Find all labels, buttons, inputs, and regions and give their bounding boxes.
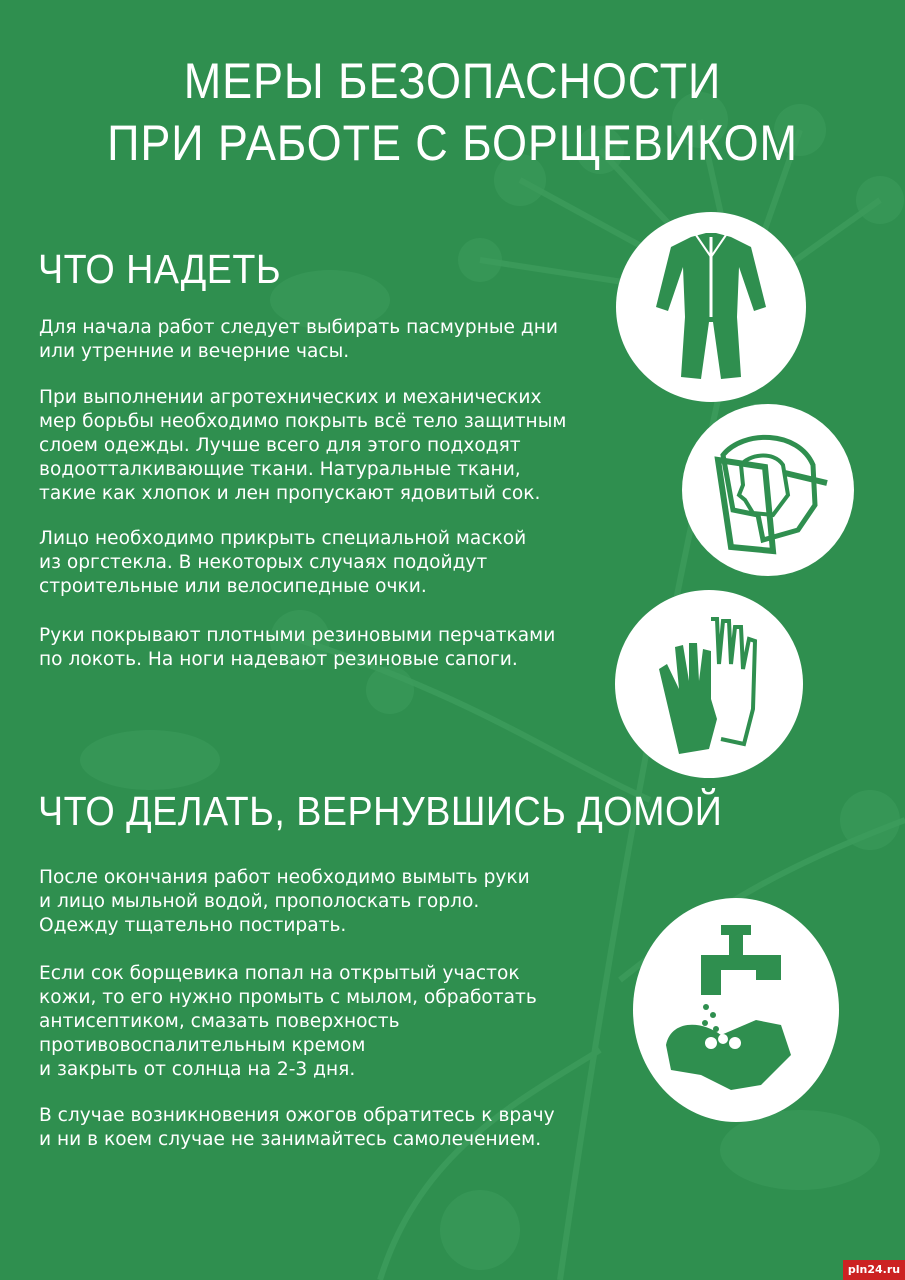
coverall-icon-circle bbox=[616, 212, 806, 402]
hand-washing-icon-circle bbox=[633, 898, 839, 1122]
wear-paragraph-2: При выполнении агротехнических и механических мер борьбы необходимо покрыть всё тело защитным слоем одежды. Лучше всего для этого подходят водоотталкивающие ткани. Натуральные ткани, такие как хлопок и лен пропускают ядовитый сок. bbox=[39, 387, 567, 504]
page-title-line-1: МЕРЫ БЕЗОПАСНОСТИ bbox=[183, 53, 722, 109]
home-paragraph-1: После окончания работ необходимо вымыть руки и лицо мыльной водой, прополоскать горло. Одежду тщательно постирать. bbox=[39, 867, 530, 936]
coverall-icon bbox=[651, 227, 771, 387]
section-heading-wear: ЧТО НАДЕТЬ bbox=[38, 246, 282, 292]
site-watermark: pln24.ru bbox=[843, 1260, 905, 1280]
gloves-icon bbox=[649, 609, 769, 759]
wear-paragraph-1: Для начала работ следует выбирать пасмурные дни или утренние и вечерние часы. bbox=[39, 317, 558, 362]
gloves-icon-circle bbox=[615, 590, 803, 778]
home-paragraph-3: В случае возникновения ожогов обратитесь к врачу и ни в коем случае не занимайтесь самолечением. bbox=[39, 1105, 555, 1150]
wear-paragraph-3: Лицо необходимо прикрыть специальной маской из оргстекла. В некоторых случаях подойдут строительные или велосипедные очки. bbox=[39, 528, 527, 597]
wear-paragraph-4: Руки покрывают плотными резиновыми перчатками по локоть. На ноги надевают резиновые сапоги. bbox=[39, 625, 556, 670]
hand-washing-icon bbox=[661, 925, 811, 1095]
face-shield-icon bbox=[703, 425, 833, 555]
home-paragraph-2: Если сок борщевика попал на открытый участок кожи, то его нужно промыть с мылом, обработать антисептиком, смазать поверхность противовоспалительным кремом и закрыть от солнца на 2-3 дня. bbox=[39, 963, 537, 1080]
face-shield-icon-circle bbox=[682, 404, 854, 576]
section-heading-home: ЧТО ДЕЛАТЬ, ВЕРНУВШИСЬ ДОМОЙ bbox=[38, 788, 723, 834]
page-title-line-2: ПРИ РАБОТЕ С БОРЩЕВИКОМ bbox=[107, 115, 798, 171]
